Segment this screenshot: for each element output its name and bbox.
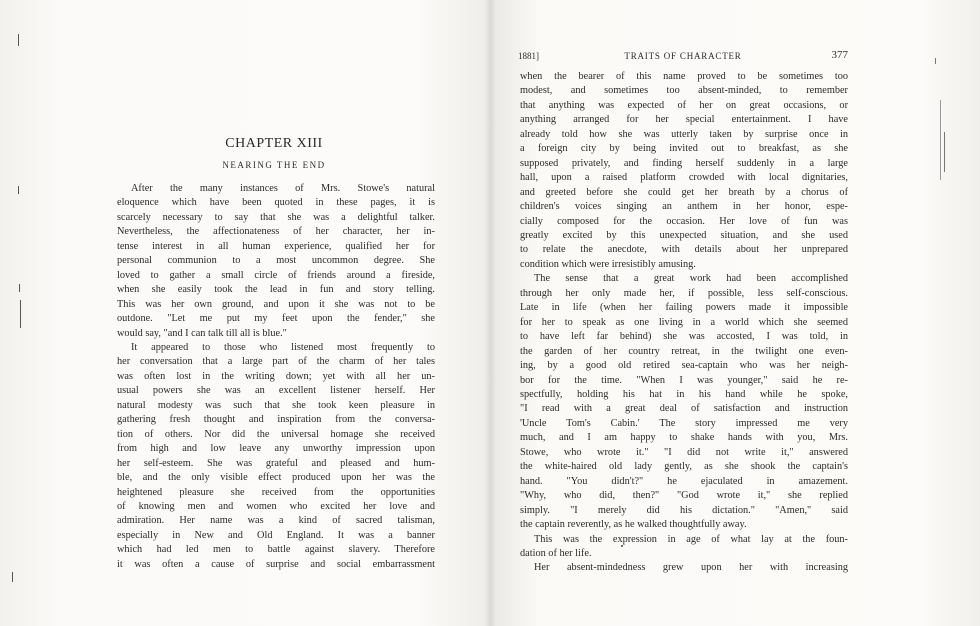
right-page-body: [520, 70, 848, 576]
text-line: that anything was expected of her on great occasions, or: [520, 99, 848, 111]
text-line: This was the expression in age of what lay at the foun-: [534, 533, 848, 545]
text-line: The sense that a great work had been accomplished: [534, 273, 848, 285]
text-line: the garden of her country retreat, in the twilight one even-: [520, 345, 848, 357]
text-line: scarcely necessary to say that she was a delightful talker.: [117, 211, 435, 223]
text-line: gathering fresh thought and inspiration from the conversa-: [117, 414, 435, 426]
text-line: anything arranged for her special entertainment. I have: [520, 114, 848, 126]
text-line: already told how she was utterly taken by surprise once in: [520, 128, 848, 140]
text-line: ble, and the only visible effect produced upon her was the: [117, 472, 435, 484]
scan-edge-mark: [20, 300, 21, 328]
chapter-title: CHAPTER XIII: [225, 136, 323, 151]
text-line: tense interest in all human experience, qualified her for: [117, 240, 435, 252]
text-line: "I read with a great deal of satisfaction and instruction: [520, 403, 848, 415]
text-line: 'Uncle Tom's Cabin.' The story impressed me very: [520, 417, 848, 429]
text-line: Late in life (when her failing powers made it impossible: [520, 302, 848, 314]
text-line: hall, upon a raised platform crowded with local dignitaries,: [520, 172, 848, 184]
text-line: the white-haired old lady gently, as she shook the captain's: [520, 461, 848, 473]
text-line: would say, "and I can talk till all is blue.": [117, 327, 287, 339]
text-line: admiration. Her name was a kind of sacred talisman,: [117, 515, 435, 527]
text-line: cially composed for the occasion. Her love of fun was: [520, 215, 848, 227]
text-line: when she easily took the lead in fun and story telling.: [117, 284, 435, 296]
text-line: was often lost in the writing down; yet with all her un-: [117, 370, 435, 382]
text-line: children's voices singing an anthem in her honor, espe-: [520, 201, 848, 213]
text-line: to have left far behind) she was accosted, I was told, in: [520, 331, 848, 343]
text-line: her conversation that a large part of the charm of her tales: [117, 356, 435, 368]
scan-edge-mark: [18, 186, 19, 194]
text-line: spectfully, holding his hat in his hand while he spoke,: [520, 388, 848, 400]
text-line: when the bearer of this name proved to be sometimes too: [520, 71, 848, 82]
book-gutter: [484, 0, 496, 626]
text-line: and greeted before she could get her breath by a chorus of: [520, 186, 848, 198]
text-line: eloquence which have been quoted in these pages, it is: [117, 197, 435, 209]
text-line: loved to gather a small circle of friends around a fireside,: [117, 269, 435, 281]
text-line: hand. "You didn't?" he ejaculated in amazement.: [520, 475, 848, 487]
text-line: of knowing men and women who excited her love and: [117, 500, 435, 512]
text-line: Nevertheless, the affectionateness of her character, her in-: [117, 226, 435, 238]
text-line: ing, by a good old retired sea-captain who was her neigh-: [520, 360, 848, 372]
text-line: her self-esteem. She was grateful and pleased and hum-: [117, 457, 435, 469]
text-line: Her absent-mindedness grew upon her with increasing: [534, 562, 848, 574]
text-line: especially in New and Old England. It was a banner: [117, 529, 435, 541]
running-head-title: TRAITS OF CHARACTER: [624, 51, 742, 61]
text-line: bor for the time. "When I was younger," said he re-: [520, 374, 848, 386]
chapter-subtitle: NEARING THE END: [222, 160, 326, 170]
text-line: condition which were irresistibly amusing.: [520, 258, 696, 270]
left-page-body: [117, 182, 435, 572]
scan-edge-mark: [940, 100, 941, 180]
text-line: heightened pleasure she received from the opportunities: [117, 486, 435, 498]
running-head: [518, 50, 848, 64]
text-line: from high and low leave any unworthy impression upon: [117, 443, 435, 455]
text-line: a foreign city by being invited out to breakfast, as she: [520, 143, 848, 155]
text-line: Stowe, who wrote it." "I did not write it," answered: [520, 446, 848, 458]
scan-edge-mark: [935, 58, 936, 64]
text-line: personal communion to a most uncommon degree. She: [117, 255, 435, 267]
text-line: It appeared to those who listened most frequently to: [131, 341, 435, 353]
page-number: 377: [831, 49, 848, 61]
text-line: through her only made her, if possible, less self-conscious.: [520, 287, 848, 299]
text-line: tion of others. Nor did the universal homage she received: [117, 428, 435, 440]
text-line: for her to speak as one living in a world which she seemed: [520, 316, 848, 328]
text-line: supposed privately, and finding herself suddenly in a large: [520, 157, 848, 169]
text-line: dation of her life.: [520, 547, 592, 559]
text-line: This was her own ground, and upon it she was not to be: [117, 298, 435, 310]
scan-edge-mark: [12, 572, 13, 582]
scan-edge-mark: [944, 132, 945, 172]
running-head-year: 1881]: [518, 51, 539, 61]
text-line: After the many instances of Mrs. Stowe's natural: [131, 183, 435, 194]
text-line: usual powers she was an excellent listener herself. Her: [117, 385, 435, 397]
text-line: the captain reverently, as he walked thoughtfully away.: [520, 519, 747, 531]
text-line: simply. "I merely did his dictation." "Amen," said: [520, 504, 848, 516]
text-line: outdone. "Let me put my feet upon the fender," she: [117, 313, 435, 325]
scan-edge-mark: [18, 34, 19, 46]
text-line: "Why, who did, then?" "God wrote it," she replied: [520, 490, 848, 502]
text-line: much, and I am happy to shake hands with you, Mrs.: [520, 432, 848, 444]
text-line: greatly excited by this unexpected situation, and she used: [520, 229, 848, 241]
text-line: natural modesty was such that she took keen pleasure in: [117, 399, 435, 411]
text-line: which had led men to battle against slavery. Therefore: [117, 544, 435, 556]
text-line: it was often a cause of surprise and social embarrassment: [117, 558, 435, 570]
text-line: to relate the anecdote, with details about her unprepared: [520, 244, 848, 256]
scan-edge-mark: [19, 284, 20, 292]
text-line: modest, and sometimes too absent-minded, to remember: [520, 85, 848, 97]
